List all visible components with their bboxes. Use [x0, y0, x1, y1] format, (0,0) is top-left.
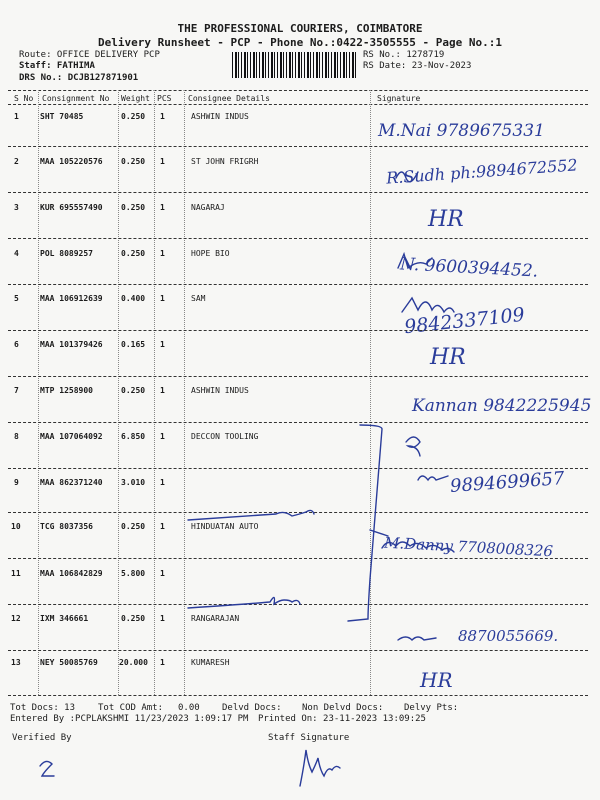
row-signature: 9842337109	[403, 303, 526, 339]
row-consignment: MAA 107064092	[40, 432, 103, 441]
row-signature: M.Danny 7708008326	[383, 533, 554, 561]
verified-by-label: Verified By	[12, 733, 72, 743]
runsheet-title: Delivery Runsheet - PCP - Phone No.:0422-3505555 - Page No.:1	[98, 36, 502, 49]
row-consignee: HINDUATAN AUTO	[191, 522, 259, 531]
delivery-points: Delvy Pts:	[404, 703, 459, 713]
row-weight: 0.250	[121, 203, 146, 212]
row-consignee: NAGARAJ	[191, 203, 225, 212]
entered-by: Entered By :PCPLAKSHMI 11/23/2023 1:09:17 PM	[10, 714, 249, 724]
total-cod-label: Tot COD Amt:	[98, 703, 164, 713]
row-consignee: ST JOHN FRIGRH	[191, 157, 259, 166]
row-sno: 6	[14, 340, 19, 349]
col-sno: S No	[14, 94, 34, 103]
row-consignment: MTP 1258900	[40, 386, 93, 395]
row-pcs: 1	[160, 112, 165, 121]
company-name: THE PROFESSIONAL COURIERS, COIMBATORE	[177, 22, 423, 35]
staff-signature-label: Staff Signature	[268, 733, 350, 743]
row-consignee: KUMARESH	[191, 658, 230, 667]
row-signature: 9894699657	[449, 468, 566, 497]
row-sno: 1	[14, 112, 19, 121]
row-weight: 5.800	[121, 569, 146, 578]
row-consignment: TCG 8037356	[40, 522, 93, 531]
row-pcs: 1	[160, 386, 165, 395]
col-signature: Signature	[377, 94, 421, 103]
row-consignee: ASHWIN INDUS	[191, 112, 249, 121]
row-signature: HR	[430, 345, 466, 370]
rs-date: RS Date: 23-Nov-2023	[363, 61, 472, 71]
row-pcs: 1	[160, 157, 165, 166]
col-pcs: PCS	[157, 94, 172, 103]
signature-scribble	[398, 254, 432, 268]
row-weight: 0.250	[121, 112, 146, 121]
signature-scribble	[398, 637, 436, 640]
signature-scribble	[396, 172, 418, 182]
row-signature: R.Sudh ph:9894672552	[385, 155, 579, 188]
row-pcs: 1	[160, 203, 165, 212]
staff-label: Staff: FATHIMA	[19, 61, 95, 71]
bracket-mark	[370, 530, 388, 536]
row-pcs: 1	[160, 658, 165, 667]
delivered-docs: Delvd Docs:	[222, 703, 282, 713]
row-weight: 0.250	[121, 522, 146, 531]
row-pcs: 1	[160, 340, 165, 349]
route-label: Route: OFFICE DELIVERY PCP	[19, 50, 160, 60]
row-sno: 13	[11, 658, 21, 667]
rs-number: RS No.: 1278719	[363, 50, 445, 60]
row-pcs: 1	[160, 249, 165, 258]
verified-signature-scribble	[40, 761, 54, 776]
row-consignment: MAA 862371240	[40, 478, 103, 487]
row-consignee: DECCON TOOLING	[191, 432, 259, 441]
non-delivered-docs: Non Delvd Docs:	[302, 703, 384, 713]
row-pcs: 1	[160, 569, 165, 578]
row-weight: 0.400	[121, 294, 146, 303]
row-signature: 8870055669.	[458, 627, 559, 645]
row-weight: 3.010	[121, 478, 146, 487]
signature-scribble	[402, 298, 454, 312]
row-consignee: ASHWIN INDUS	[191, 386, 249, 395]
row-weight: 20.000	[119, 658, 148, 667]
col-consignee: Consignee Details	[188, 94, 270, 103]
row-weight: 0.250	[121, 614, 146, 623]
row-sno: 9	[14, 478, 19, 487]
row-consignment: IXM 346661	[40, 614, 89, 623]
row-consignment: POL 8089257	[40, 249, 93, 258]
row-pcs: 1	[160, 478, 165, 487]
row-consignment: NEY 50085769	[40, 658, 98, 667]
row-consignment: MAA 101379426	[40, 340, 103, 349]
row-weight: 6.850	[121, 432, 146, 441]
row-sno: 5	[14, 294, 19, 303]
bracket-mark	[348, 425, 382, 621]
row-consignee: RANGARAJAN	[191, 614, 240, 623]
row-signature: N. 9600394452.	[399, 254, 539, 282]
row-signature: HR	[428, 207, 464, 232]
row-consignment: MAA 106842829	[40, 569, 103, 578]
row-sno: 10	[11, 522, 21, 531]
col-weight: Weight	[121, 94, 150, 103]
ditto-mark	[188, 510, 314, 520]
row-sno: 11	[11, 569, 21, 578]
staff-signature-scribble	[300, 750, 340, 786]
row-signature: HR	[420, 668, 453, 692]
ditto-mark	[188, 597, 300, 608]
row-consignee: HOPE BIO	[191, 249, 230, 258]
row-consignment: SHT 70485	[40, 112, 84, 121]
signature-scribble	[418, 476, 448, 480]
row-consignee: SAM	[191, 294, 206, 303]
row-sno: 3	[14, 203, 19, 212]
col-consignment: Consignment No	[42, 94, 110, 103]
row-weight: 0.250	[121, 249, 146, 258]
row-consignment: MAA 105220576	[40, 157, 103, 166]
row-signature: Kannan 9842225945	[412, 396, 592, 416]
signature-scribble	[382, 542, 454, 552]
row-weight: 0.250	[121, 386, 146, 395]
row-pcs: 1	[160, 522, 165, 531]
total-docs: Tot Docs: 13	[10, 703, 76, 713]
row-signature: M.Nai 9789675331	[378, 121, 545, 141]
row-consignment: KUR 695557490	[40, 203, 103, 212]
total-cod-value: 0.00	[178, 703, 200, 713]
printed-on: Printed On: 23-11-2023 13:09:25	[258, 714, 426, 724]
row-sno: 7	[14, 386, 19, 395]
row-sno: 12	[11, 614, 21, 623]
row-consignment: MAA 106912639	[40, 294, 103, 303]
row-weight: 0.250	[121, 157, 146, 166]
row-sno: 2	[14, 157, 19, 166]
row-pcs: 1	[160, 614, 165, 623]
drs-number: DRS No.: DCJB127871901	[19, 73, 139, 83]
row-pcs: 1	[160, 294, 165, 303]
row-weight: 0.165	[121, 340, 146, 349]
row-sno: 4	[14, 249, 19, 258]
signature-scribble	[406, 437, 420, 456]
row-sno: 8	[14, 432, 19, 441]
row-pcs: 1	[160, 432, 165, 441]
